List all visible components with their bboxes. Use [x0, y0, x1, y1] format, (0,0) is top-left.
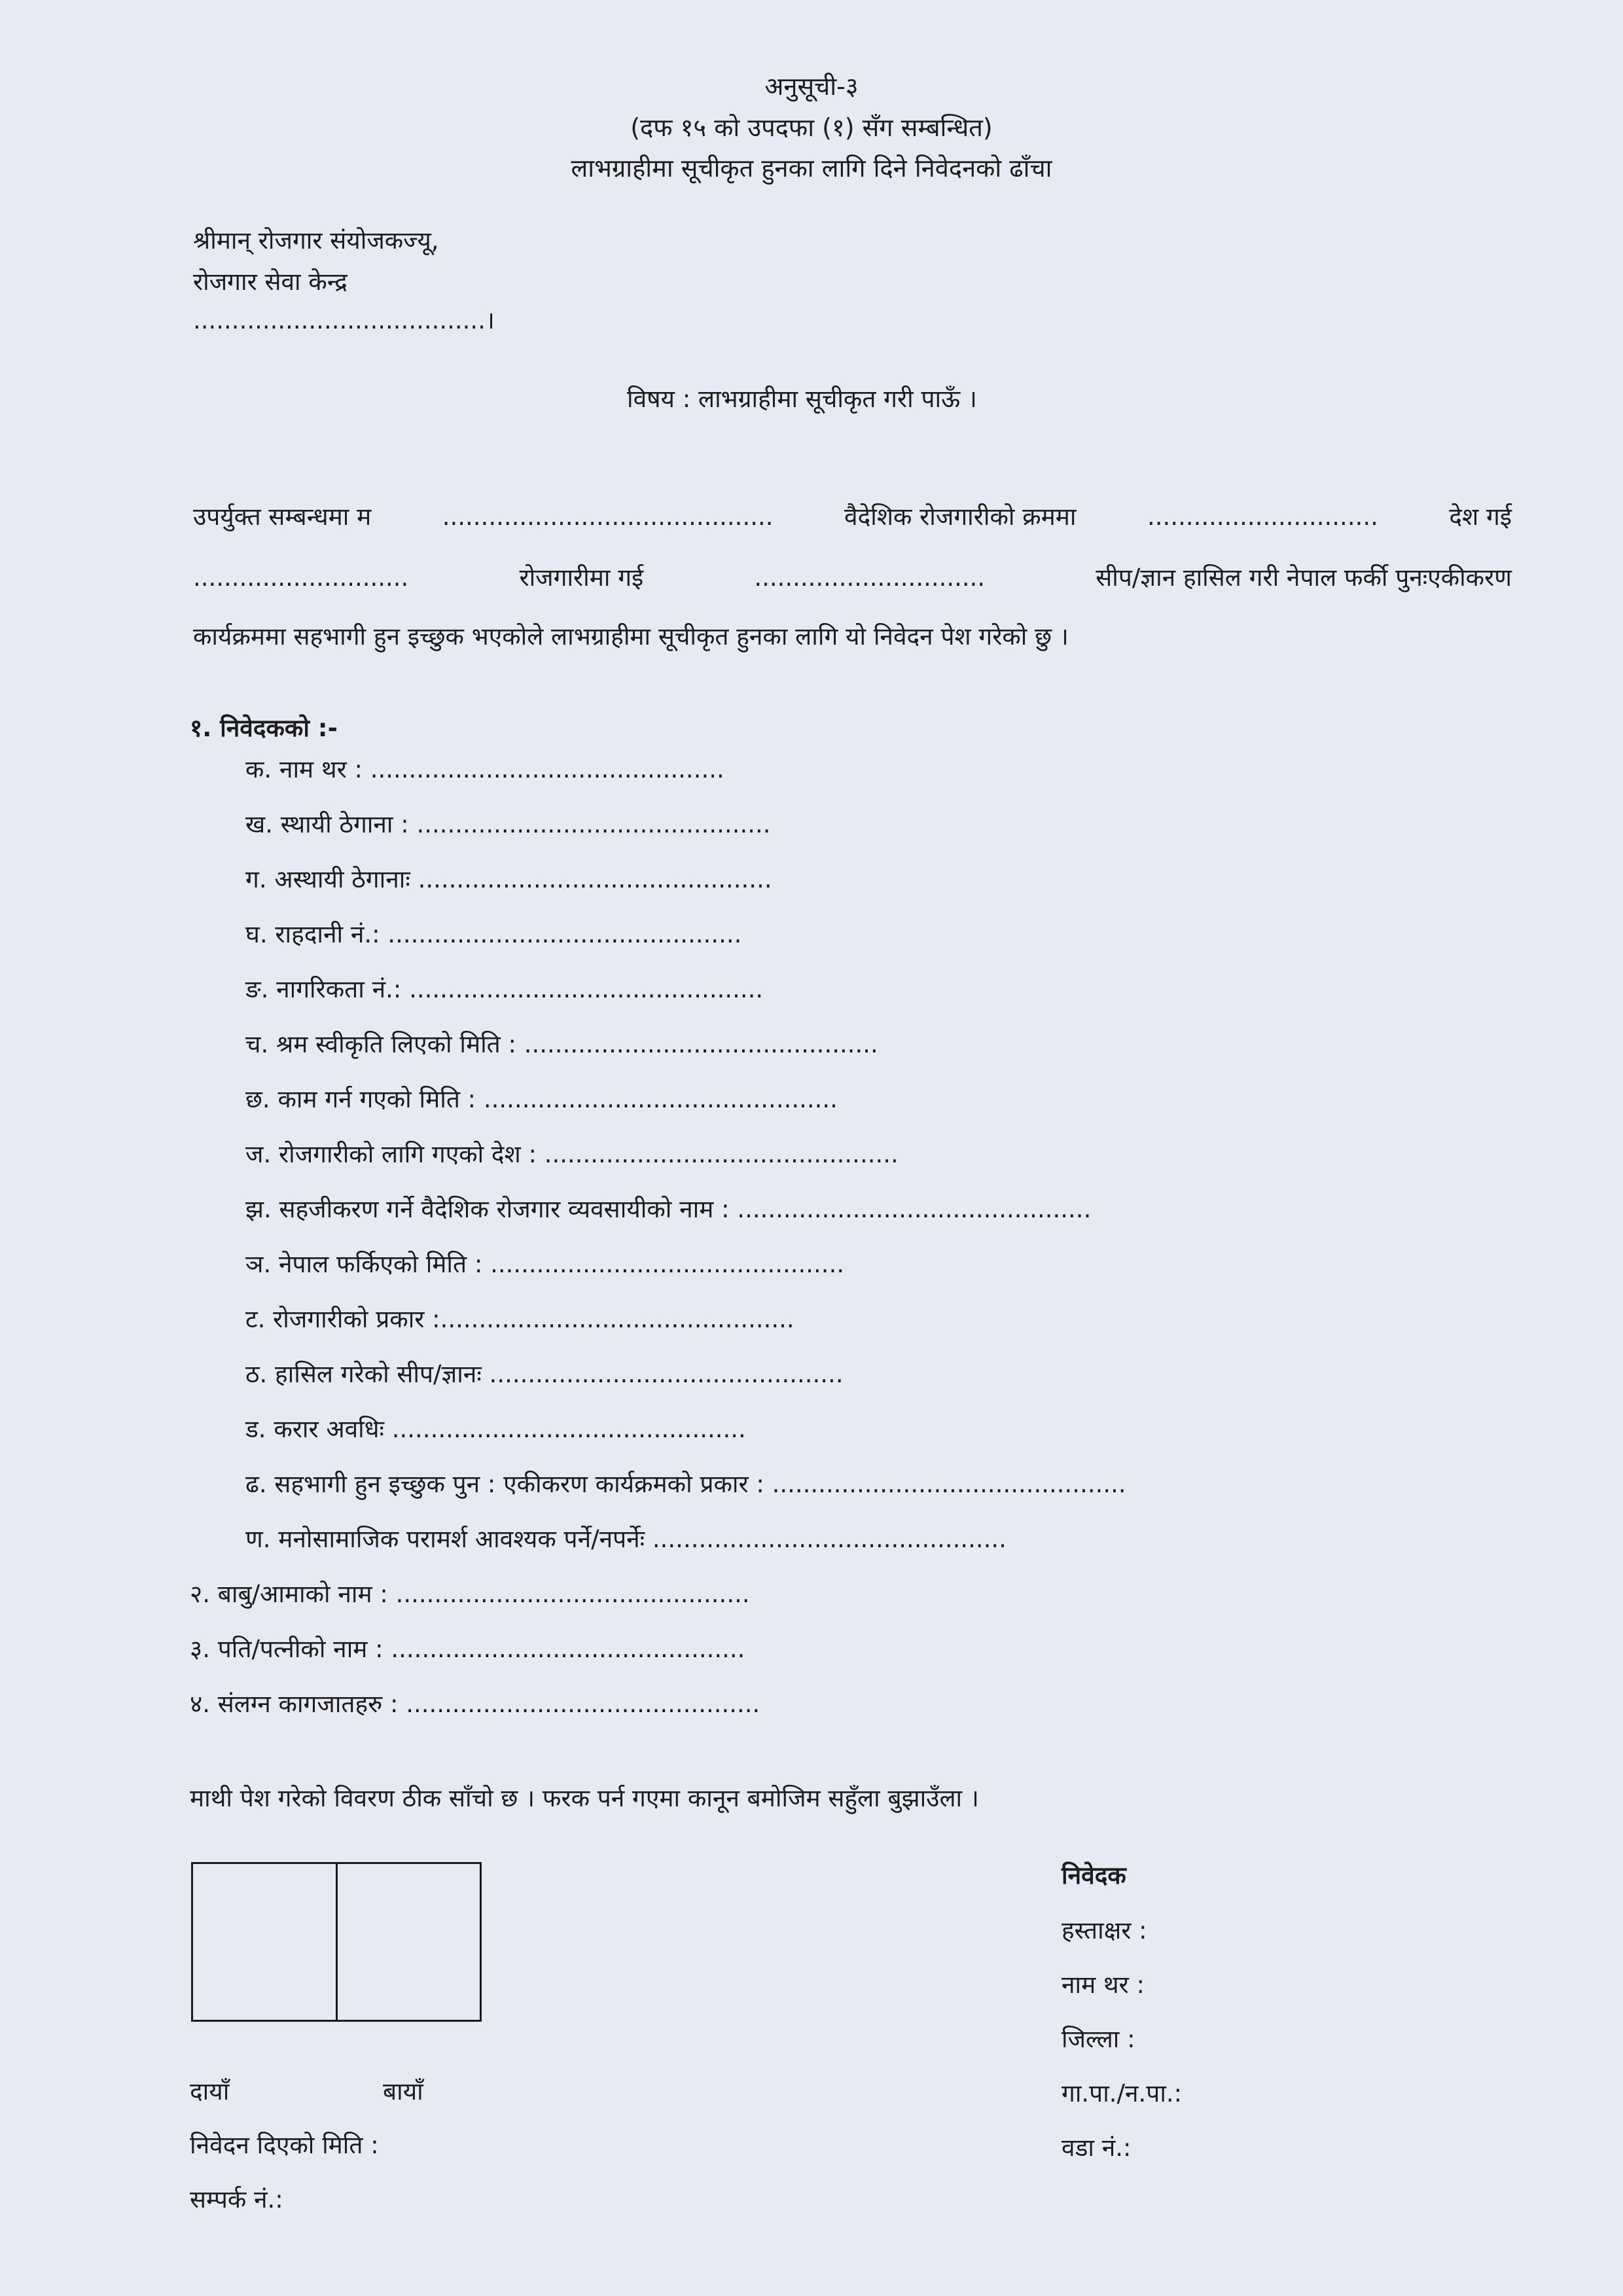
name-blank: ...........................................: [442, 503, 774, 531]
body-line-2: [193, 560, 1512, 593]
schedule-reference: (दफ १५ को उपदफा (१) सँग सम्बन्धित): [630, 113, 993, 142]
duration-blank: ............................: [193, 564, 409, 592]
field-permanent-address: ख. स्थायी ठेगाना : ..............................................: [245, 810, 771, 838]
contact-number-label: सम्पर्क नं.:: [190, 2185, 283, 2214]
applicant-heading: निवेदक: [1061, 1861, 1126, 1890]
field-citizenship-number: ङ. नागरिकता नं.: ..............................................: [245, 975, 764, 1003]
form-title: लाभग्राहीमा सूचीकृत हुनका लागि दिने निवेदनको ढाँचा: [571, 154, 1052, 183]
body-text: वैदेशिक रोजगारीको क्रममा: [844, 503, 1077, 531]
application-date-label: निवेदन दिएको मिति :: [190, 2131, 379, 2159]
field-passport-number: घ. राहदानी नं.: ..............................................: [245, 920, 742, 948]
body-text: सीप/ज्ञान हासिल गरी नेपाल फर्की पुनःएकीकरण: [1096, 564, 1512, 592]
field-parent-name: २. बाबु/आमाको नाम : ..............................................: [190, 1580, 750, 1608]
thumbprint-box: [191, 1862, 482, 2022]
body-text: देश गई: [1449, 503, 1512, 531]
field-reintegration-program: ढ. सहभागी हुन इच्छुक पुन : एकीकरण कार्यक्रमको प्रकार : ..............................................: [245, 1470, 1126, 1498]
applicant-name-label: नाम थर :: [1061, 1971, 1145, 1999]
field-psychosocial-counselling: ण. मनोसामाजिक परामर्श आवश्यक पर्ने/नपर्नेः ..............................................: [245, 1525, 1007, 1553]
signature-label: हस्ताक्षर :: [1061, 1916, 1147, 1945]
right-thumb-label: दायाँ: [190, 2077, 230, 2106]
section-applicant-heading: १. निवेदकको :-: [190, 714, 338, 742]
subject-line: विषय : लाभग्राहीमा सूचीकृत गरी पाऊँ ।: [627, 385, 977, 413]
field-recruitment-agency: झ. सहजीकरण गर्ने वैदेशिक रोजगार व्यवसायीको नाम : ..............................................: [245, 1195, 1092, 1223]
field-skill-acquired: ठ. हासिल गरेको सीप/ज्ञानः ..............................................: [245, 1360, 844, 1388]
field-name: क. नाम थर : ..............................................: [245, 755, 724, 783]
schedule-heading: अनुसूची-३: [764, 72, 859, 101]
body-line-3: कार्यक्रममा सहभागी हुन इच्छुक भएकोले लाभग्राहीमा सूचीकृत हुनका लागि यो निवेदन पेश गरेको छु ।: [193, 622, 1069, 651]
ward-label: वडा नं.:: [1061, 2134, 1132, 2162]
country-blank: ..............................: [1147, 503, 1378, 531]
body-text: उपर्युक्त सम्बन्धमा म: [193, 503, 372, 531]
skill-blank: ..............................: [754, 564, 986, 592]
field-destination-country: ज. रोजगारीको लागि गएको देश : ..............................................: [245, 1140, 899, 1168]
municipality-label: गा.पा./न.पा.:: [1061, 2079, 1183, 2108]
addressee-location-blank: ......................................।: [193, 306, 495, 334]
right-thumbprint-cell: [193, 1864, 336, 2020]
field-departure-date: छ. काम गर्न गएको मिति : ..............................................: [245, 1085, 838, 1113]
body-text: रोजगारीमा गई: [519, 564, 644, 592]
left-thumbprint-cell: [336, 1864, 480, 2020]
field-contract-period: ड. करार अवधिः ..............................................: [245, 1415, 746, 1443]
body-line-1: [193, 499, 1512, 532]
field-temporary-address: ग. अस्थायी ठेगानाः ..............................................: [245, 865, 772, 893]
field-employment-type: ट. रोजगारीको प्रकार :..............................................: [245, 1305, 794, 1333]
district-label: जिल्ला :: [1061, 2025, 1135, 2053]
field-spouse-name: ३. पति/पत्नीको नाम : ..............................................: [190, 1635, 745, 1663]
field-labour-permit-date: च. श्रम स्वीकृति लिएको मिति : ..............................................: [245, 1030, 878, 1058]
declaration: माथी पेश गरेको विवरण ठीक साँचो छ । फरक पर्न गएमा कानून बमोजिम सहुँला बुझाउँला ।: [190, 1784, 979, 1812]
left-thumb-label: बायाँ: [383, 2077, 423, 2106]
field-attached-documents: ४. संलग्न कागजातहरु : ..............................................: [190, 1690, 760, 1718]
addressee-title: श्रीमान् रोजगार संयोजकज्यू,: [193, 226, 439, 255]
field-return-date: ञ. नेपाल फर्किएको मिति : ..............................................: [245, 1250, 845, 1278]
addressee-office: रोजगार सेवा केन्द्र: [193, 268, 348, 296]
